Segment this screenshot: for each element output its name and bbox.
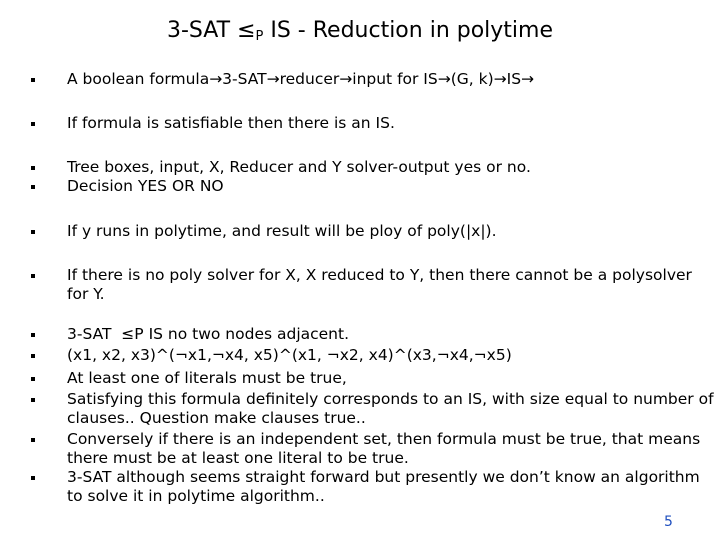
bullet-marker bbox=[31, 398, 35, 402]
bullet-marker bbox=[31, 333, 35, 337]
bullet-marker bbox=[31, 122, 35, 126]
bullet-text: 3-SAT ≤P IS no two nodes adjacent. bbox=[67, 325, 350, 343]
bullet-marker bbox=[31, 185, 35, 189]
leq-symbol: ≤ bbox=[237, 18, 256, 43]
bullet-text: If formula is satisfiable then there is an IS. bbox=[67, 114, 395, 132]
bullet-text: (x1, x2, x3)^(¬x1,¬x4, x5)^(x1, ¬x2, x4)^(x3,¬x4,¬x5) bbox=[67, 346, 512, 364]
title-prefix: 3-SAT bbox=[166, 18, 238, 43]
bullet-marker bbox=[31, 78, 35, 82]
bullet-text: Satisfying this formula definitely corresponds to an IS, with size equal to number of clauses.. Question make clauses true.. bbox=[67, 390, 719, 427]
bullet-marker bbox=[31, 377, 35, 381]
bullet-text: Decision YES OR NO bbox=[67, 177, 224, 195]
bullet-marker bbox=[31, 438, 35, 442]
bullet-text: At least one of literals must be true, bbox=[67, 369, 347, 387]
bullet-text: If there is no poly solver for X, X reduced to Y, then there cannot be a polysolver for Y. bbox=[67, 266, 697, 303]
bullet-marker bbox=[31, 230, 35, 234]
bullet-text: Conversely if there is an independent set, then formula must be true, that means there must be at least one literal to be true. bbox=[67, 430, 706, 467]
bullet-text: A boolean formula→3-SAT→reducer→input for IS→(G, k)→IS→ bbox=[67, 70, 535, 88]
title-suffix: IS - Reduction in polytime bbox=[263, 18, 554, 43]
bullet-text: 3-SAT although seems straight forward but presently we don’t know an algorithm to solve it in polytime algorithm.. bbox=[67, 468, 705, 505]
page-number: 5 bbox=[664, 514, 673, 530]
bullet-text: Tree boxes, input, X, Reducer and Y solver-output yes or no. bbox=[67, 158, 531, 176]
bullet-marker bbox=[31, 476, 35, 480]
bullet-marker bbox=[31, 274, 35, 278]
bullet-text: If y runs in polytime, and result will be ploy of poly(|x|). bbox=[67, 222, 497, 240]
bullet-marker bbox=[31, 166, 35, 170]
bullet-marker bbox=[31, 354, 35, 358]
title-subscript: P bbox=[255, 29, 264, 44]
